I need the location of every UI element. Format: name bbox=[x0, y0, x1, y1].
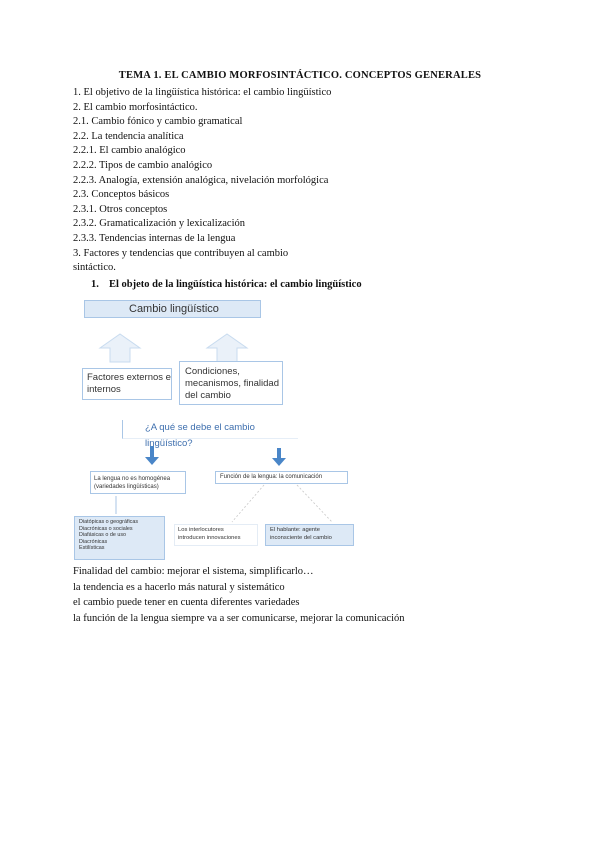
toc-line: 2.3.1. Otros conceptos bbox=[73, 203, 168, 215]
section-number: 1. bbox=[91, 279, 99, 290]
toc-line: 2.3.3. Tendencias internas de la lengua bbox=[73, 232, 236, 244]
cambio-linguistico-box: Cambio lingüístico bbox=[84, 300, 261, 318]
conclusions bbox=[73, 564, 573, 626]
table-of-contents bbox=[73, 86, 533, 276]
toc-line: 3. Factores y tendencias que contribuyen al cambio bbox=[73, 247, 289, 259]
funcion-box: Función de la lengua: la comunicación bbox=[215, 471, 348, 484]
question-box: ¿A qué se debe el cambio lingüístico? bbox=[122, 420, 298, 439]
toc-line: 2.2.3. Analogía, extensión analógica, nivelación morfológica bbox=[73, 174, 329, 186]
lengua-box bbox=[90, 471, 186, 494]
hablante-box bbox=[265, 524, 354, 546]
toc-line: 2.2.1. El cambio analógico bbox=[73, 145, 186, 157]
conclusion-line: Finalidad del cambio: mejorar el sistema, simplificarlo… bbox=[73, 566, 314, 577]
section-heading-text: El objeto de la lingüística histórica: el cambio lingüístico bbox=[109, 279, 362, 290]
factores-line: internos bbox=[87, 384, 121, 395]
hablante-line: inconsciente del cambio bbox=[270, 534, 332, 541]
connector-line bbox=[232, 485, 264, 522]
variety-item: Diatópicas o geográficas bbox=[79, 519, 139, 525]
lengua-line: La lengua no es homogénea bbox=[94, 476, 171, 482]
conclusion-line: la tendencia es a hacerlo más natural y sistemático bbox=[73, 581, 285, 593]
document-title: TEMA 1. EL CAMBIO MORFOSINTÁCTICO. CONCEPTOS GENERALES bbox=[118, 70, 482, 81]
variety-item: Estilísticas bbox=[79, 545, 105, 552]
factores-box bbox=[82, 368, 172, 400]
toc-line: 1. El objetivo de la lingüística histórica: el cambio lingüístico bbox=[73, 87, 332, 98]
interlocutores-line: introducen innovaciones bbox=[178, 534, 241, 541]
toc-line: 2. El cambio morfosintáctico. bbox=[73, 101, 198, 113]
factores-line: Factores externos e bbox=[87, 372, 171, 383]
condiciones-line: Condiciones, bbox=[185, 366, 240, 377]
up-arrow-left-icon bbox=[100, 334, 140, 362]
conclusion-line: la función de la lengua siempre va a ser comunicarse, mejorar la comunicación bbox=[73, 612, 405, 624]
condiciones-line: mecanismos, finalidad bbox=[185, 378, 279, 389]
up-arrow-right-icon bbox=[207, 334, 247, 362]
variety-item: Diacrónicas bbox=[79, 538, 108, 545]
toc-line: 2.2. La tendencia analítica bbox=[73, 130, 184, 142]
toc-line: sintáctico. bbox=[73, 262, 116, 274]
conclusion-line: el cambio puede tener en cuenta diferentes variedades bbox=[73, 597, 300, 608]
interlocutores-line: Los interlocutores bbox=[178, 527, 224, 533]
toc-line: 2.2.2. Tipos de cambio analógico bbox=[73, 159, 213, 171]
condiciones-box bbox=[179, 361, 283, 405]
interlocutores-box bbox=[174, 524, 258, 546]
toc-line: 2.3. Conceptos básicos bbox=[73, 189, 170, 201]
toc-line: 2.3.2. Gramaticalización y lexicalización bbox=[73, 218, 246, 230]
connector-line bbox=[297, 485, 332, 522]
section-heading bbox=[91, 279, 362, 290]
variety-item: Diafásicas o de uso bbox=[79, 532, 127, 539]
lengua-line: (variedades lingüísticas) bbox=[94, 484, 159, 490]
toc-line: 2.1. Cambio fónico y cambio gramatical bbox=[73, 116, 243, 128]
concept-diagram bbox=[79, 298, 362, 563]
condiciones-line: del cambio bbox=[185, 390, 231, 401]
hablante-line: El hablante: agente bbox=[270, 527, 320, 533]
down-arrow-right-icon bbox=[272, 448, 286, 466]
variety-item: Diacrónicas o sociales bbox=[79, 525, 133, 532]
varieties-box bbox=[74, 516, 165, 560]
